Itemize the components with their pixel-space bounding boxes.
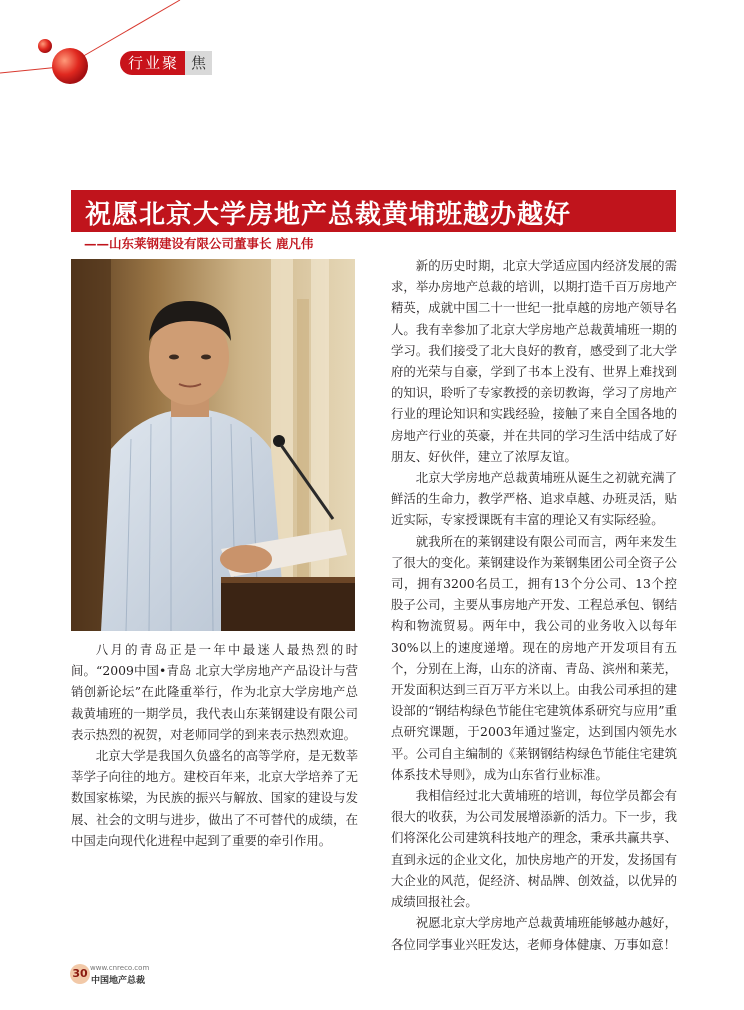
section-label (120, 51, 212, 75)
title-bar (71, 190, 676, 232)
paragraph: 北京大学房地产总裁黄埔班从诞生之初就充满了鲜活的生命力，教学严格、追求卓越、办班灵活，贴近实际，专家授课既有丰富的理论又有实际经验。 (391, 470, 677, 528)
speaker-illustration (71, 259, 355, 631)
left-column (71, 639, 358, 851)
article-subtitle: ——山东莱钢建设有限公司董事长 鹿凡伟 (84, 236, 314, 251)
paragraph: 我相信经过北大黄埔班的培训，每位学员都会有很大的收获，为公司发展增添新的活力。下一步，我们将深化公司建筑科技地产的理念，秉承共赢共享、直到永远的企业文化，加快房地产的开发，发扬国有大企业的风范，促经济、树品牌、创效益，以优异的成绩回报社会。 (391, 788, 677, 910)
speaker-photo (71, 259, 355, 631)
footer-website: www.cnreco.com (90, 964, 150, 972)
page-number: 30 (70, 964, 90, 984)
right-column (391, 255, 677, 955)
footer-magazine-name: 中国地产总裁 (91, 976, 146, 986)
large-red-ball (52, 48, 88, 84)
article-title: 祝愿北京大学房地产总裁黄埔班越办越好 (85, 200, 572, 230)
section-label-main: 行业聚 (120, 51, 185, 75)
paragraph: 就我所在的莱钢建设有限公司而言，两年来发生了很大的变化。莱钢建设作为莱钢集团公司全资子公司，拥有3200名员工，拥有13个分公司、13个控股子公司，主要从事房地产开发、工程总承包、钢结构和物流贸易。两年中，我公司的业务收入以每年30%以上的速度递增。现在的房地产开发项目有五个，分别在上海，山东的济南、青岛、滨州和莱芜，开发面积达到三百万平方米以上。由我公司承担的建设部的“钢结构绿色节能住宅建筑体系研究与应用”重点研究课题，于2003年通过鉴定，达到国内领先水平。公司自主编制的《莱钢钢结构绿色节能住宅建筑体系技术导则》，成为山东省行业标准。 (391, 533, 677, 782)
paragraph: 祝愿北京大学房地产总裁黄埔班能够越办越好，各位同学事业兴旺发达，老师身体健康、万事如意！ (391, 915, 677, 952)
page-footer (70, 964, 190, 986)
paragraph: 北京大学是我国久负盛名的高等学府，是无数莘莘学子向往的地方。建校百年来，北京大学培养了无数国家栋梁，为民族的振兴与解放、国家的建设与发展、社会的文明与进步，做出了不可替代的成绩，在中国走向现代化进程中起到了重要的牵引作用。 (71, 748, 358, 848)
paragraph: 新的历史时期，北京大学适应国内经济发展的需求，举办房地产总裁的培训，以期打造千百万房地产精英，成就中国二十一世纪一批卓越的房地产领导名人。我有幸参加了北京大学房地产总裁黄埔班一期的学习。我们接受了北大良好的教育，感受到了北大学府的光荣与自豪，学到了书本上没有、世界上难找到的知识，聆听了专家教授的亲切教诲，学习了房地产行业的理论知识和实践经验，接触了来自全国各地的房地产行业的英豪，并在共同的学习生活中结成了好朋友、好伙伴，建立了浓厚友谊。 (391, 258, 677, 464)
paragraph: 八月的青岛正是一年中最迷人最热烈的时间。“2009中国•青岛 北京大学房地产产品设计与营销创新论坛”在此隆重举行，作为北京大学房地产总裁黄埔班的一期学员，我代表山东莱钢建设有限公司表示热烈的祝贺，对老师同学的到来表示热烈欢迎。 (71, 642, 358, 742)
small-red-ball (38, 39, 52, 53)
section-label-end: 焦 (185, 51, 212, 75)
